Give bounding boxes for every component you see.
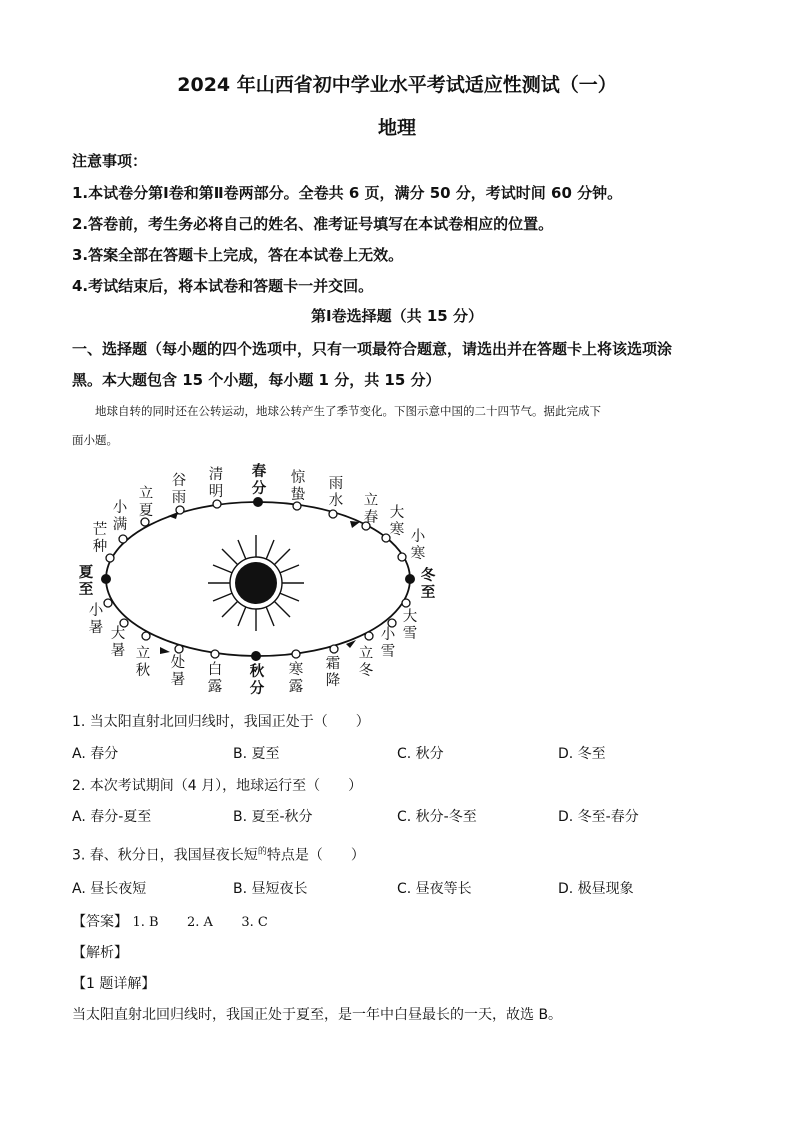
term-xiaoman-1: 小: [112, 500, 128, 516]
notice-item: 2.答卷前，考生务必将自己的姓名、准考证号填写在本试卷相应的位置。: [72, 215, 554, 233]
term-chunfen-2: 分: [251, 481, 267, 497]
orbit-point: [398, 553, 406, 561]
q3-stem-sup: 的: [257, 847, 267, 857]
term-lichun-1: 立: [363, 493, 379, 509]
term-xiaohan-1: 小: [410, 529, 426, 545]
orbit-point: [388, 619, 396, 627]
arrow-icon: [350, 521, 360, 528]
orbit-point: [104, 599, 112, 607]
section-instruction: 黑。本大题包含 15 个小题，每小题 1 分，共 15 分）: [72, 371, 441, 389]
orbit-point: [402, 599, 410, 607]
term-bailu-2: 露: [207, 679, 223, 695]
answer-row: [72, 911, 268, 931]
orbit-point: [330, 645, 338, 653]
term-jingzhe-2: 蛰: [290, 487, 306, 503]
analysis-text: 当太阳直射北回归线时，我国正处于夏至，是一年中白昼最长的一天，故选 B。: [72, 1007, 563, 1023]
term-dahan-2: 寒: [389, 522, 405, 538]
answer-label: 【答案】: [72, 914, 128, 930]
question-1-stem: 1. 当太阳直射北回归线时，我国正处于（ ）: [72, 714, 370, 730]
term-xiaoshu-1: 小: [88, 603, 104, 619]
term-daxue-1: 大: [402, 609, 418, 625]
term-xiaohan-2: 寒: [410, 546, 426, 562]
q3-option-b[interactable]: B. 昼短夜长: [233, 881, 308, 897]
orbit-point: [142, 632, 150, 640]
orbit-point-dongzhi: [405, 574, 415, 584]
term-xiazhi-2: 至: [78, 582, 94, 598]
term-xiaoxue-2: 雪: [380, 644, 396, 660]
intro-line: 地球自转的同时还在公转运动，地球公转产生了季节变化。下图示意中国的二十四节气。据此完成下: [95, 404, 601, 418]
term-chushu-2: 暑: [170, 672, 186, 688]
q1-option-d[interactable]: D. 冬至: [558, 746, 606, 762]
orbit-point-xiazhi: [101, 574, 111, 584]
term-guyu-2: 雨: [171, 490, 187, 506]
orbit-point: [175, 645, 183, 653]
term-hanlu-1: 寒: [288, 662, 304, 678]
term-xiazhi-1: 夏: [78, 565, 94, 581]
solar-terms-diagram: [0, 455, 794, 710]
term-dongzhi-1: 冬: [420, 568, 436, 584]
term-xiaoxue-1: 小: [380, 627, 396, 643]
term-lidong-1: 立: [358, 646, 374, 662]
term-shuangjiang-1: 霜: [325, 656, 341, 672]
orbit-point: [329, 510, 337, 518]
exam-title: 2024 年山西省初中学业水平考试适应性测试（一）: [177, 74, 617, 96]
notice-item: 4.考试结束后，将本试卷和答题卡一并交回。: [72, 277, 374, 295]
question-2-stem: 2. 本次考试期间（4 月），地球运行至（ ）: [72, 778, 363, 794]
orbit-point-chunfen: [253, 497, 263, 507]
term-shuangjiang-2: 降: [325, 673, 341, 689]
orbit-point: [213, 500, 221, 508]
term-dashu-1: 大: [110, 626, 126, 642]
q2-option-c[interactable]: C. 秋分-冬至: [397, 809, 477, 825]
notice-heading: 注意事项：: [72, 152, 148, 170]
term-dongzhi-2: 至: [420, 585, 436, 601]
q2-option-d[interactable]: D. 冬至-春分: [558, 809, 639, 825]
term-daxue-2: 雪: [402, 626, 418, 642]
q3-option-a[interactable]: A. 昼长夜短: [72, 881, 147, 897]
term-liqiu-2: 秋: [135, 663, 151, 679]
q3-stem-part: 特点是（ ）: [266, 847, 365, 864]
orbit-point: [365, 632, 373, 640]
subject-title: 地理: [377, 117, 416, 139]
orbit-point: [119, 535, 127, 543]
term-qiufen-2: 分: [249, 681, 265, 697]
q3-option-d[interactable]: D. 极昼现象: [558, 881, 634, 897]
answer-value: 1. B: [132, 915, 159, 930]
section-title: 第Ⅰ卷选择题（共 15 分）: [311, 307, 483, 325]
orbit-point: [141, 518, 149, 526]
q2-option-b[interactable]: B. 夏至-秋分: [233, 809, 313, 825]
term-dashu-2: 暑: [110, 643, 126, 659]
term-qingming-1: 清: [208, 467, 224, 483]
term-chunfen-1: 春: [251, 464, 267, 480]
term-jingzhe-1: 惊: [290, 470, 306, 486]
term-liqiu-1: 立: [135, 646, 151, 662]
section-instruction: 一、选择题（每小题的四个选项中，只有一项最符合题意，请选出并在答题卡上将该选项涂: [72, 340, 673, 358]
term-hanlu-2: 露: [288, 679, 304, 695]
term-yushui-1: 雨: [328, 476, 344, 492]
q3-stem-part: 3. 春、秋分日，我国昼夜长短: [72, 847, 258, 864]
arrow-icon: [168, 512, 178, 519]
term-lixia-1: 立: [138, 486, 154, 502]
orbit-point: [293, 502, 301, 510]
material-intro: [72, 397, 732, 455]
notice-item: 3.答案全部在答题卡上完成，答在本试卷上无效。: [72, 246, 404, 264]
analysis-label: 【解析】: [72, 945, 128, 961]
term-lidong-2: 冬: [358, 663, 374, 679]
term-mangzhong-2: 种: [92, 539, 108, 555]
term-xiaoshu-2: 暑: [88, 620, 104, 636]
orbit-point-qiufen: [251, 651, 261, 661]
notice-item: 1.本试卷分第Ⅰ卷和第Ⅱ卷两部分。全卷共 6 页，满分 50 分，考试时间 60 分钟。: [72, 184, 623, 202]
term-bailu-1: 白: [207, 662, 223, 678]
orbit-point: [106, 554, 114, 562]
term-dahan-1: 大: [389, 505, 405, 521]
term-lichun-2: 春: [363, 510, 379, 526]
q3-option-c[interactable]: C. 昼夜等长: [397, 881, 472, 897]
q1-option-a[interactable]: A. 春分: [72, 746, 119, 762]
answer-value: 2. A: [187, 915, 213, 930]
term-guyu-1: 谷: [171, 473, 187, 489]
analysis-sub-label: 【1 题详解】: [72, 976, 156, 992]
q2-option-a[interactable]: A. 春分-夏至: [72, 809, 152, 825]
intro-line: 面小题。: [72, 433, 118, 447]
arrow-icon: [160, 647, 170, 654]
term-qiufen-1: 秋: [249, 664, 265, 680]
orbit-point: [211, 650, 219, 658]
q1-option-b[interactable]: B. 夏至: [233, 746, 280, 762]
term-mangzhong-1: 芒: [92, 522, 108, 538]
answer-value: 3. C: [241, 915, 268, 930]
term-lixia-2: 夏: [138, 503, 154, 519]
term-yushui-2: 水: [328, 493, 344, 509]
q1-option-c[interactable]: C. 秋分: [397, 746, 444, 762]
sun-icon: [208, 535, 304, 631]
question-3-stem: [72, 844, 365, 865]
term-xiaoman-2: 满: [112, 517, 128, 533]
term-qingming-2: 明: [208, 484, 224, 500]
orbit-point: [292, 650, 300, 658]
term-chushu-1: 处: [170, 655, 186, 671]
